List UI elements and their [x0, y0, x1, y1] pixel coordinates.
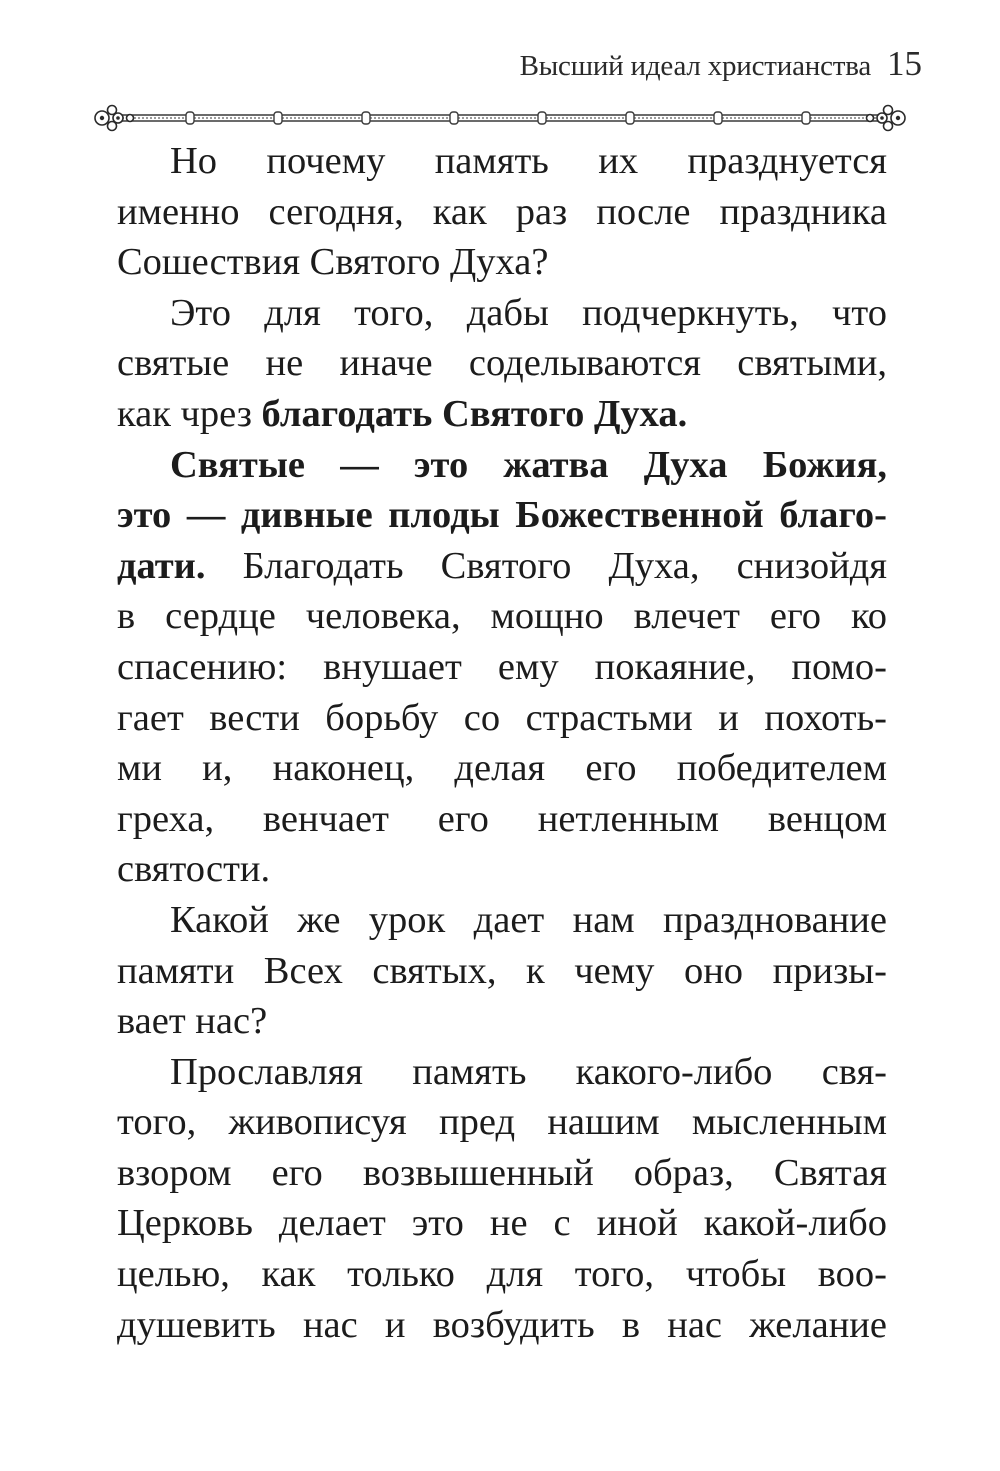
text-run: греха, венчает его нетленным венцом [117, 797, 887, 840]
text-run: целью, как только для того, чтобы воо- [117, 1253, 887, 1296]
text-run: душевить нас и возбудить в нас желание [117, 1303, 887, 1346]
text-run: взором его возвышенный образ, Святая [117, 1151, 887, 1194]
text-run: памяти Всех святых, к чему оно призы- [117, 949, 887, 992]
text-run: святости. [117, 848, 271, 891]
text-line [117, 693, 887, 744]
text-line [117, 794, 887, 845]
paragraph [117, 288, 887, 440]
running-head [520, 44, 922, 84]
text-line [117, 844, 887, 895]
paragraph [117, 440, 887, 895]
text-run: как чрез [117, 392, 262, 435]
text-line [117, 338, 887, 389]
text-line [117, 1047, 887, 1098]
ornamental-rule [88, 100, 912, 136]
text-line [117, 1300, 887, 1351]
text-line [117, 895, 887, 946]
text-run: Какой же урок дает нам празднование [170, 898, 887, 941]
text-line [117, 541, 887, 592]
text-line [117, 136, 887, 187]
text-line [117, 440, 887, 491]
text-line [117, 996, 887, 1047]
text-line [117, 1198, 887, 1249]
paragraph [117, 136, 887, 288]
text-line [117, 1148, 887, 1199]
text-run: того, живописуя пред нашим мысленным [117, 1101, 887, 1144]
text-line [117, 1097, 887, 1148]
text-run: Но почему память их празднуется [170, 140, 887, 182]
text-line [117, 187, 887, 238]
text-run: святые не иначе соделываются святыми, [117, 342, 887, 385]
text-line [117, 490, 887, 541]
bold-text: это — дивные плоды Божественной благо- [117, 494, 887, 537]
text-run: именно сегодня, как раз после праздника [117, 190, 887, 233]
text-run: Это для того, дабы подчеркнуть, что [170, 291, 887, 334]
bold-text: благодать Святого Духа. [261, 392, 688, 435]
text-run: гает вести борьбу со страстьми и похоть- [117, 696, 887, 739]
text-run: Сошествия Святого Духа? [117, 241, 549, 284]
text-run: Прославляя память какого-либо свя- [170, 1050, 887, 1093]
body-text [117, 136, 887, 1350]
text-line [117, 389, 887, 440]
text-run: Благодать Святого Духа, снизойдя [205, 544, 887, 587]
text-line [117, 591, 887, 642]
text-run: в сердце человека, мощно влечет его ко [117, 595, 887, 638]
paragraph [117, 1047, 887, 1351]
text-run: спасению: внушает ему покаяние, помо- [117, 645, 887, 688]
bold-text: дати. [117, 544, 206, 587]
text-run: вает нас? [117, 1000, 268, 1043]
text-run: ми и, наконец, делая его победителем [117, 747, 887, 790]
text-line [117, 743, 887, 794]
text-run: Церковь делает это не с иной какой-либо [117, 1202, 887, 1245]
text-line [117, 237, 887, 288]
text-line [117, 946, 887, 997]
bold-text: Святые — это жатва Духа Божия, [170, 443, 887, 486]
page-number: 15 [887, 44, 922, 83]
text-line [117, 1249, 887, 1300]
running-title: Высший идеал христианства [519, 50, 871, 82]
text-line [117, 642, 887, 693]
paragraph [117, 895, 887, 1047]
text-line [117, 288, 887, 339]
